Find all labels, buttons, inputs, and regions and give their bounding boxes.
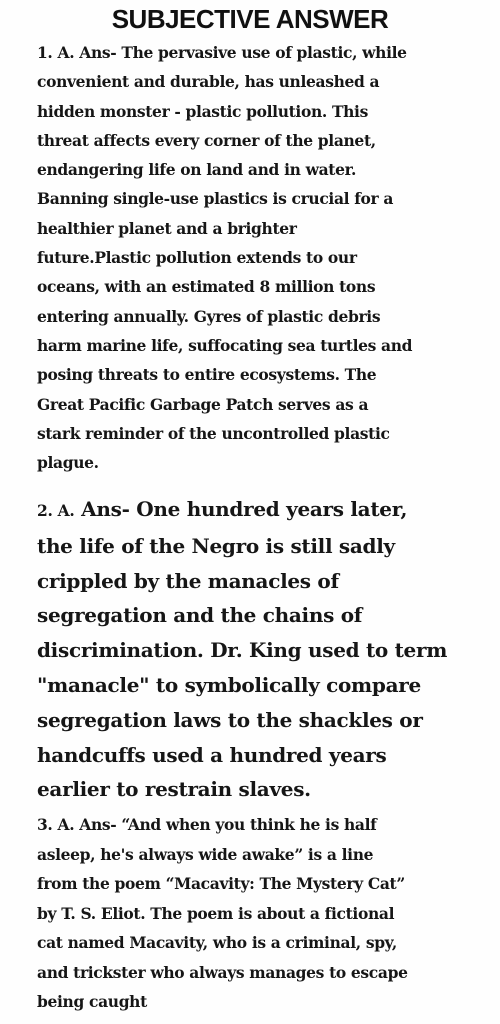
answer-1-line: 1. A. Ans- The pervasive use of plastic, while <box>37 43 407 62</box>
answer-3 <box>37 810 477 1017</box>
answer-3-line: 3. A. Ans- “And when you think he is half <box>37 815 377 834</box>
answer-2-line <box>37 492 477 529</box>
answer-1-line: Great Pacific Garbage Patch serves as a <box>37 394 369 414</box>
answer-2-number: 2. A. <box>37 501 75 520</box>
answer-1-line: healthier planet and a brighter <box>37 218 297 238</box>
answer-1-line: threat affects every corner of the planet, <box>37 130 376 150</box>
answer-3-line: cat named Macavity, who is a criminal, spy, <box>37 933 397 952</box>
answer-2-line: discrimination. Dr. King used to term <box>37 638 448 663</box>
answer-1-line: hidden monster - plastic pollution. This <box>37 101 368 121</box>
answer-3-line: asleep, he's always wide awake” is a line <box>37 844 374 864</box>
answer-1 <box>37 38 477 477</box>
answer-1-line: entering annually. Gyres of plastic debris <box>37 306 381 326</box>
answer-2-line: crippled by the manacles of <box>37 568 339 593</box>
answer-1-line: convenient and durable, has unleashed a <box>37 72 380 92</box>
answer-3-line: and trickster who always manages to escape <box>37 962 408 982</box>
answer-3-line: from the poem “Macavity: The Mystery Cat” <box>37 874 405 893</box>
answer-1-line: endangering life on land and in water. <box>37 160 357 180</box>
answer-1-line: Banning single-use plastics is crucial for a <box>37 189 394 209</box>
answer-1-line: future.Plastic pollution extends to our <box>37 248 357 268</box>
answer-2-line-text: Ans- One hundred years later, <box>81 497 408 521</box>
answer-3-line: being caught <box>37 992 147 1011</box>
answer-2 <box>37 492 477 807</box>
answer-2-line: segregation laws to the shackles or <box>37 707 423 732</box>
answer-3-line: by T. S. Eliot. The poem is about a fictional <box>37 903 395 923</box>
answer-2-line: earlier to restrain slaves. <box>37 777 311 802</box>
answer-1-line: plague. <box>37 453 99 473</box>
answer-1-line: stark reminder of the uncontrolled plastic <box>37 423 390 443</box>
answer-2-line: segregation and the chains of <box>37 603 363 628</box>
answer-2-line: the life of the Negro is still sadly <box>37 533 395 558</box>
answer-2-line: "manacle" to symbolically compare <box>37 672 421 697</box>
answer-1-line: oceans, with an estimated 8 million tons <box>37 277 376 297</box>
answer-1-line: posing threats to entire ecosystems. The <box>37 365 377 385</box>
page-title: SUBJECTIVE ANSWER <box>111 4 389 34</box>
answer-2-line: handcuffs used a hundred years <box>37 742 387 767</box>
answer-1-line: harm marine life, suffocating sea turtles and <box>37 335 413 355</box>
